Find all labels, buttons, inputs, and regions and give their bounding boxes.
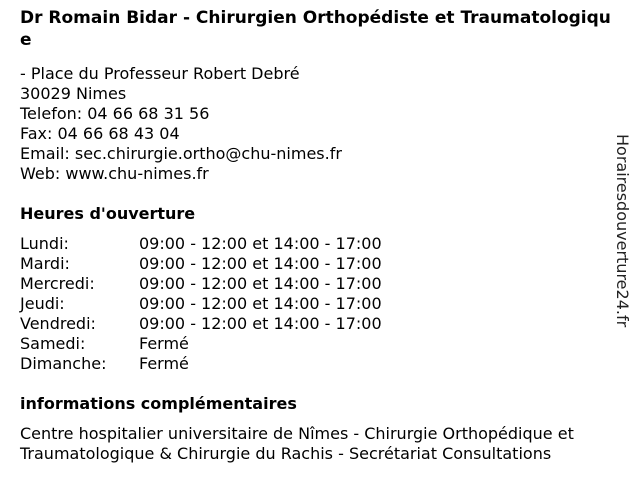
hours-row-wednesday [20, 274, 440, 294]
hours-row-tuesday [20, 254, 440, 274]
page-title: Dr Romain Bidar - Chirurgien Orthopédiste et Traumatologique [20, 8, 611, 50]
fax-line: Fax: 04 66 68 43 04 [20, 124, 180, 143]
day-label: Vendredi: [20, 314, 96, 333]
additional-info-text: Centre hospitalier universitaire de Nîmes - Chirurgie Orthopédique et Traumatologique & Chirurgie du Rachis - Secrétariat Consultations [20, 424, 574, 463]
hours-row-saturday [20, 334, 440, 354]
hours-value: 09:00 - 12:00 et 14:00 - 17:00 [139, 254, 382, 273]
city-line: 30029 Nimes [20, 84, 127, 103]
email-line: Email: sec.chirurgie.ortho@chu-nimes.fr [20, 144, 342, 163]
day-label: Dimanche: [20, 354, 107, 373]
hours-value: Fermé [139, 334, 189, 353]
hours-row-friday [20, 314, 440, 334]
address-line: - Place du Professeur Robert Debré [20, 64, 300, 83]
day-label: Mercredi: [20, 274, 95, 293]
watermark-text: Horairesdouverture24.fr [613, 134, 632, 328]
hours-row-sunday [20, 354, 440, 374]
contact-block [20, 64, 342, 184]
day-label: Jeudi: [20, 294, 65, 313]
hours-row-thursday [20, 294, 440, 314]
hours-value: 09:00 - 12:00 et 14:00 - 17:00 [139, 234, 382, 253]
phone-line: Telefon: 04 66 68 31 56 [20, 104, 210, 123]
web-line: Web: www.chu-nimes.fr [20, 164, 209, 183]
opening-hours-table [20, 234, 440, 374]
day-label: Samedi: [20, 334, 86, 353]
hours-value: 09:00 - 12:00 et 14:00 - 17:00 [139, 314, 382, 333]
hours-row-monday [20, 234, 440, 254]
additional-info-heading: informations complémentaires [20, 394, 297, 413]
hours-value: 09:00 - 12:00 et 14:00 - 17:00 [139, 294, 382, 313]
watermark [612, 134, 632, 346]
day-label: Mardi: [20, 254, 70, 273]
hours-value: 09:00 - 12:00 et 14:00 - 17:00 [139, 274, 382, 293]
opening-hours-heading: Heures d'ouverture [20, 204, 196, 223]
hours-value: Fermé [139, 354, 189, 373]
day-label: Lundi: [20, 234, 69, 253]
